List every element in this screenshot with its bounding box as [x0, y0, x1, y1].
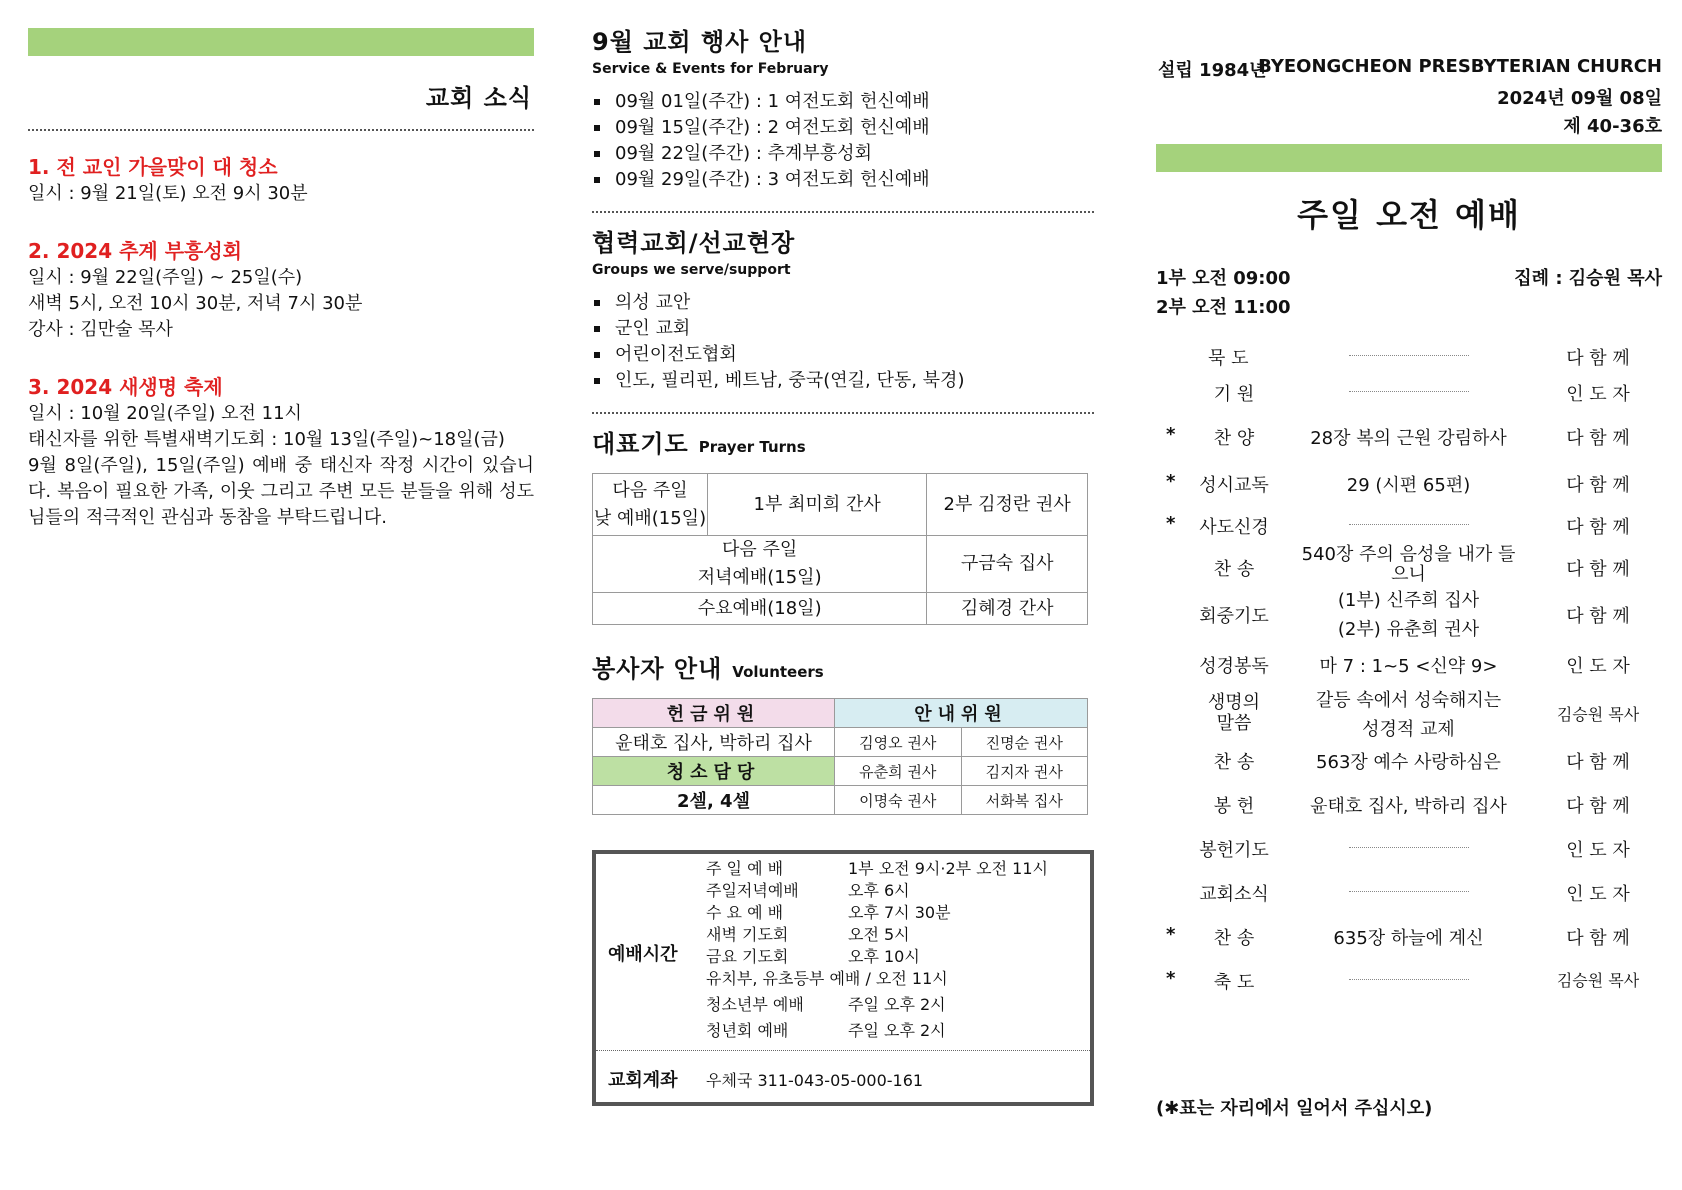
worship-item-name: 성경봉독 — [1199, 656, 1269, 677]
table-row — [593, 593, 1088, 625]
table-cell: 수요예배(18일) — [593, 593, 927, 625]
news-line: 태신자를 위한 특별새벽기도회 : 10월 13일(주일)~18일(금) — [28, 429, 505, 450]
table-cell: 다음 주일 낮 예배(15일) — [593, 474, 708, 536]
news-list — [28, 153, 534, 531]
worship-item-leader: 인 도 자 — [1566, 884, 1630, 905]
news-title: 1. 전 교인 가을맞이 대 청소 — [28, 155, 278, 179]
usher-name: 유춘희 권사 — [835, 757, 962, 786]
church-name: BYEONGCHEON PRESBYTERIAN CHURCH — [1258, 56, 1662, 77]
worship-item-detail — [1291, 836, 1526, 857]
worship-item-detail: 갈등 속에서 성숙해지는 성경적 교제 — [1315, 690, 1502, 740]
worship-item-name: 봉헌기도 — [1199, 840, 1269, 861]
bulletin-header — [1156, 0, 1662, 136]
service-times-box — [592, 850, 1094, 1106]
second-service-time: 2부 오전 11:00 — [1156, 297, 1291, 318]
worship-item-detail — [1291, 380, 1526, 401]
news-item — [28, 373, 534, 531]
table-cell: 김혜경 간사 — [927, 593, 1088, 625]
worship-item-leader: 김승원 목사 — [1556, 971, 1640, 990]
service-times-list — [706, 858, 1048, 1042]
events-list — [592, 89, 1094, 193]
volunteers-table — [592, 698, 1088, 815]
worship-item-detail — [1291, 880, 1526, 901]
usher-name: 진명순 권사 — [961, 728, 1088, 757]
list-item: 의성 교안 — [592, 290, 1094, 316]
dotted-divider — [596, 1050, 1090, 1051]
dotted-divider — [28, 129, 534, 131]
worship-item-detail — [1291, 968, 1526, 989]
bulletin-date: 2024년 09월 08일 — [1497, 88, 1662, 109]
list-item: 09월 29일(주간) : 3 여전도회 헌신예배 — [592, 167, 1094, 193]
dotted-divider — [592, 412, 1094, 414]
worship-item-detail: 윤태호 집사, 박하리 집사 — [1310, 796, 1507, 817]
table-row — [593, 474, 1088, 536]
groups-list — [592, 290, 1094, 394]
service-row: 청년회 예배 주일 오후 2시 — [706, 1021, 946, 1040]
news-paragraph: 9월 8일(주일), 15일(주일) 예배 중 태신자 작정 시간이 있습니다. 복음이 필요한 가족, 이웃 그리고 주변 모든 분들을 위해 성도님들의 적극적인 관심과 동참을 부탁드립니다. — [28, 455, 534, 528]
worship-item-leader: 김승원 목사 — [1556, 705, 1640, 724]
prayer-title: 대표기도 — [592, 430, 689, 458]
events-subtitle: Service & Events for February — [592, 61, 829, 77]
news-line: 일시 : 10월 20일(주일) 오전 11시 — [28, 403, 302, 424]
account-label: 교회계좌 — [608, 1070, 678, 1091]
news-line: 새벽 5시, 오전 10시 30분, 저녁 7시 30분 — [28, 293, 363, 314]
usher-header: 안내위원 — [835, 699, 1088, 728]
worship-item-leader: 다 함 께 — [1566, 559, 1630, 580]
worship-item-detail — [1291, 513, 1526, 534]
table-row — [593, 699, 1088, 728]
worship-item-detail — [1291, 344, 1526, 365]
worship-item-name: 생명의 말씀 — [1207, 692, 1261, 734]
offering-names: 윤태호 집사, 박하리 집사 — [593, 728, 835, 757]
worship-item-leader: 인 도 자 — [1566, 656, 1630, 677]
dotted-divider — [592, 211, 1094, 213]
worship-item-name: 회중기도 — [1199, 606, 1269, 627]
table-row — [593, 536, 1088, 593]
table-cell: 1부 최미희 간사 — [708, 474, 927, 536]
worship-item-leader: 다 함 께 — [1566, 428, 1630, 449]
green-header-bar — [1156, 144, 1662, 172]
groups-title: 협력교회/선교현장 — [592, 229, 796, 257]
worship-item-name: 축 도 — [1213, 972, 1255, 993]
usher-name: 김지자 권사 — [961, 757, 1088, 786]
volunteers-subtitle: Volunteers — [732, 663, 824, 681]
cleaning-header: 청소담당 — [593, 757, 835, 786]
worship-item-leader: 인 도 자 — [1566, 840, 1630, 861]
list-item: 09월 01일(주간) : 1 여전도회 헌신예배 — [592, 89, 1094, 115]
worship-order-column: 설립 1984년 BYEONGCHEON PRESBYTERIAN CHURCH 2024년 09월 08일 제 40-36호 주일 오전 예배 1부 오전 09:00 2부 오전 11:00 집례 : 김승원 목사 묵 도 다 함 께 기 원 인 도 자 * 찬 양 28장 복의 근원 강림하사 다 함 께 * 성시교독 29 (시편 65편) 다 함 께 * 사도신경 다 함 께 찬 송 540장 주의 음성을 내가 들으니 다 함 께 회중기도 (1부) 신주희 집사 (2부) 유춘희 권사 다 함 께 성경봉독 마 7 : 1~5 <신약 9> 인 도 자 생명의 말씀 갈등 속에서 성숙해지는 성경적 교제 김승원 목사 찬 송 563장 예수 사랑하심은 다 함 께 봉 헌 윤태호 집사, 박하리 집사 다 함 께 봉헌기도 인 도 자 교회소식 인 도 자 * 찬 송 635장 하늘에 계신 다 함 께 * 축 도 김승원 목사 (✱표는 자리에서 일어서 주십시오) — [1156, 0, 1662, 1190]
prayer-table — [592, 473, 1088, 625]
worship-item-leader: 다 함 께 — [1566, 928, 1630, 949]
worship-item-leader: 다 함 께 — [1566, 348, 1630, 369]
news-line: 일시 : 9월 21일(토) 오전 9시 30분 — [28, 183, 308, 204]
service-row: 유치부, 유초등부 예배 / 오전 11시 — [706, 969, 948, 988]
bulletin-number: 제 40-36호 — [1563, 116, 1662, 137]
list-item: 어린이전도협회 — [592, 342, 1094, 368]
worship-item-leader: 다 함 께 — [1566, 517, 1630, 538]
presider: 집례 : 김승원 목사 — [1514, 268, 1662, 289]
events-title: 9월 교회 행사 안내 — [592, 28, 808, 56]
worship-item-leader: 다 함 께 — [1566, 475, 1630, 496]
cleaning-value: 2셀, 4셀 — [593, 786, 835, 815]
news-title: 3. 2024 새생명 축제 — [28, 375, 223, 399]
usher-name: 이명숙 권사 — [835, 786, 962, 815]
service-row: 수 요 예 배 오후 7시 30분 — [706, 903, 951, 922]
service-row: 주 일 예 배 1부 오전 9시·2부 오전 11시 — [706, 859, 1048, 878]
news-line: 강사 : 김만술 목사 — [28, 319, 173, 340]
green-header-bar — [28, 28, 534, 56]
worship-title: 주일 오전 예배 — [1297, 196, 1521, 234]
news-line: 일시 : 9월 22일(주일) ~ 25일(수) — [28, 267, 303, 288]
list-item: 09월 15일(주간) : 2 여전도회 헌신예배 — [592, 115, 1094, 141]
usher-name: 서화복 집사 — [961, 786, 1088, 815]
established-year: 설립 1984년 — [1158, 60, 1267, 81]
worship-item-name: 봉 헌 — [1213, 796, 1255, 817]
worship-item-name: 기 원 — [1213, 384, 1255, 405]
worship-item-name: 사도신경 — [1199, 517, 1269, 538]
service-row: 주일저녁예배 오후 6시 — [706, 881, 910, 900]
service-times — [1156, 264, 1662, 324]
worship-item-leader: 다 함 께 — [1566, 752, 1630, 773]
worship-item-name: 찬 송 — [1213, 559, 1255, 580]
worship-item-detail: 마 7 : 1~5 <신약 9> — [1319, 656, 1498, 677]
prayer-subtitle: Prayer Turns — [698, 438, 806, 456]
service-row: 청소년부 예배 주일 오후 2시 — [706, 995, 946, 1014]
worship-item-detail: 563장 예수 사랑하심은 — [1316, 752, 1501, 773]
prayer-section — [592, 424, 1094, 625]
church-news-column — [28, 0, 534, 1190]
table-row — [593, 728, 1088, 757]
offering-header: 헌금위원 — [593, 699, 835, 728]
church-news-title: 교회 소식 — [425, 84, 532, 112]
events-section — [592, 22, 1094, 193]
news-title: 2. 2024 추계 부흥성회 — [28, 239, 242, 263]
standing-footnote: (✱표는 자리에서 일어서 주십시오) — [1156, 1098, 1433, 1119]
worship-item-detail: 28장 복의 근원 강림하사 — [1310, 428, 1507, 449]
service-row: 새벽 기도회 오전 5시 — [706, 925, 910, 944]
worship-item-detail: 540장 주의 음성을 내가 들으니 — [1301, 544, 1516, 585]
account-number: 우체국 311-043-05-000-161 — [706, 1071, 924, 1090]
worship-item-leader: 인 도 자 — [1566, 384, 1630, 405]
worship-item-leader: 다 함 께 — [1566, 796, 1630, 817]
worship-item-name: 찬 양 — [1213, 428, 1255, 449]
worship-item-leader: 다 함 께 — [1566, 606, 1630, 627]
service-row: 금요 기도회 오후 10시 — [706, 947, 920, 966]
groups-subtitle: Groups we serve/support — [592, 262, 791, 278]
worship-item-name: 교회소식 — [1199, 884, 1269, 905]
events-column — [592, 0, 1094, 1190]
news-item — [28, 237, 534, 343]
service-times-label: 예배시간 — [608, 944, 678, 965]
volunteers-title: 봉사자 안내 — [592, 655, 723, 683]
worship-item-name: 찬 송 — [1213, 752, 1255, 773]
usher-name: 김영오 권사 — [835, 728, 962, 757]
list-item: 09월 22일(주간) : 추계부흥성회 — [592, 141, 1094, 167]
worship-item-detail: 29 (시편 65편) — [1346, 475, 1471, 496]
table-row — [593, 757, 1088, 786]
table-cell: 2부 김정란 권사 — [927, 474, 1088, 536]
list-item: 군인 교회 — [592, 316, 1094, 342]
table-row — [593, 786, 1088, 815]
worship-item-detail: 635장 하늘에 계신 — [1333, 928, 1484, 949]
table-cell: 다음 주일 저녁예배(15일) — [593, 536, 927, 593]
worship-item-name: 묵 도 — [1208, 348, 1249, 369]
groups-section — [592, 223, 1094, 394]
worship-item-detail: (1부) 신주희 집사 (2부) 유춘희 권사 — [1337, 590, 1480, 640]
volunteers-section — [592, 649, 1094, 815]
list-item: 인도, 필리핀, 베트남, 중국(연길, 단동, 북경) — [592, 368, 1094, 394]
table-cell: 구금숙 집사 — [927, 536, 1088, 593]
first-service-time: 1부 오전 09:00 — [1156, 268, 1291, 289]
news-item — [28, 153, 534, 207]
worship-item-name: 찬 송 — [1213, 928, 1255, 949]
worship-item-name: 성시교독 — [1199, 475, 1269, 496]
